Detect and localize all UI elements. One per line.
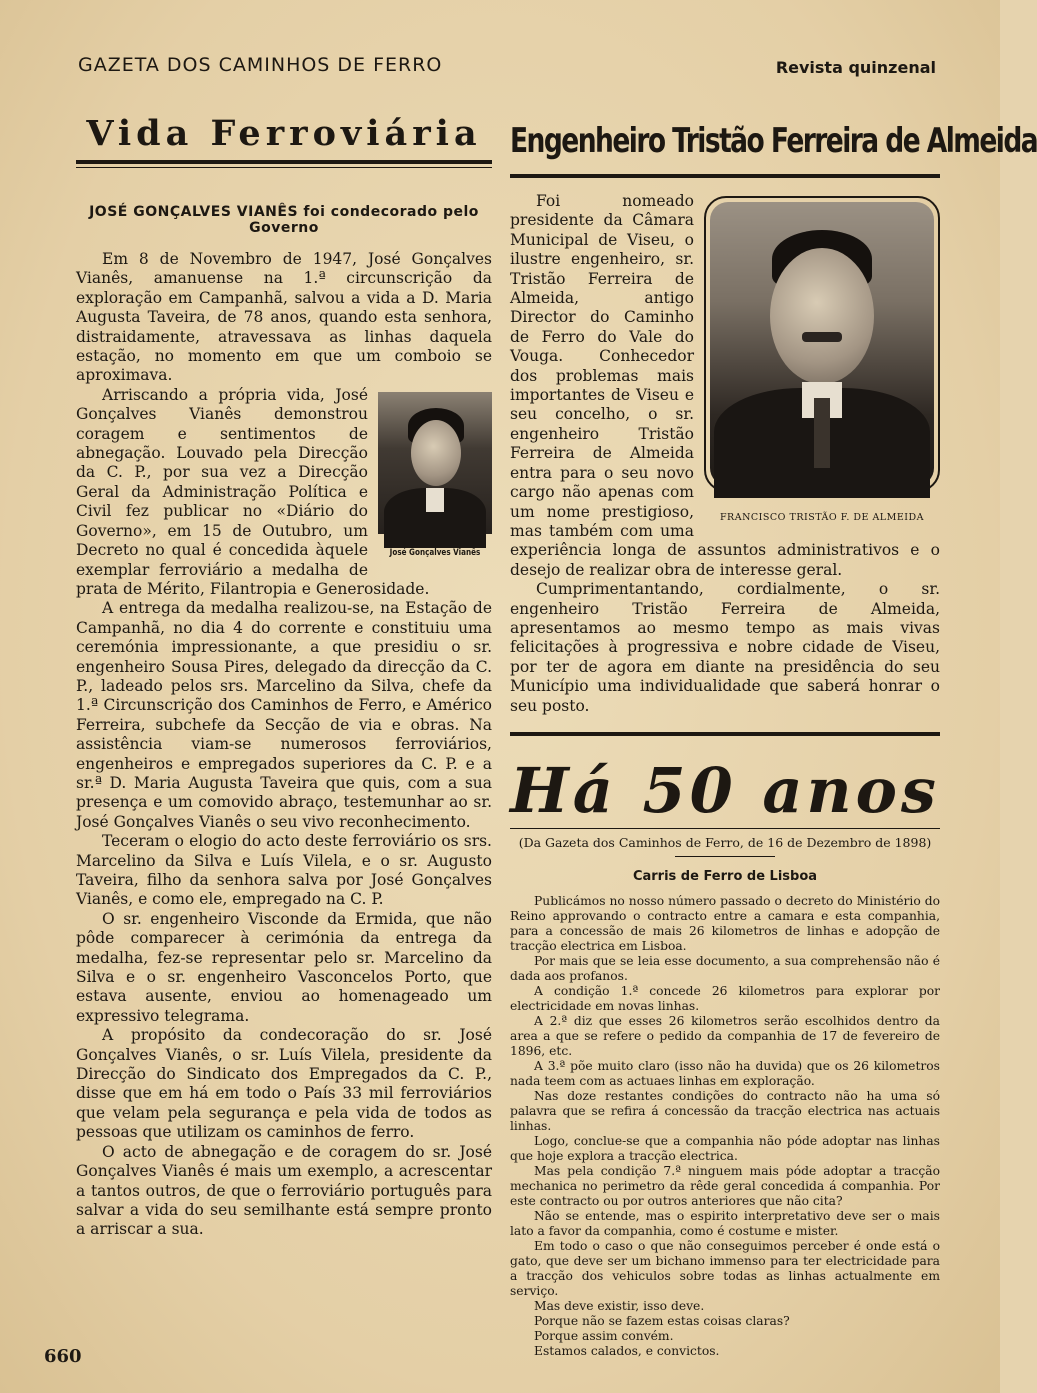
article-subhead: JOSÉ GONÇALVES VIANÊS foi condecorado pelo Governo (89, 204, 479, 236)
paragraph: Não se entende, mas o espirito interpretativo deve ser o mais lato a favor da companhia, como é costume e mister. (510, 1208, 940, 1238)
portrait-photo (378, 392, 492, 534)
running-head-subtitle: Revista quinzenal (775, 58, 936, 77)
ha-50-anos-title: Há 50 anos (510, 753, 940, 827)
portrait-frame (704, 196, 940, 492)
column-divider (503, 188, 504, 1318)
title-rule-thick (76, 160, 492, 164)
left-column (76, 112, 492, 1240)
paragraph: A 3.ª põe muito claro (isso não ha duvida) que os 26 kilometros nada teem com as actuaes linhas em exploração. (510, 1058, 940, 1088)
section-rule-thin (510, 828, 940, 829)
paragraph: Nas doze restantes condições do contracto não ha uma só palavra que se refira á concessão da tracção electrica nas actuais linhas. (510, 1088, 940, 1133)
paragraph: O acto de abnegação e de coragem do sr. José Gonçalves Vianês é mais um exemplo, a acrescentar a tantos outros, de que o ferroviário português para salvar a vida do seu semilhante está sempre pronto a arriscar a sua. (76, 1142, 492, 1239)
paragraph: Logo, conclue-se que a companhia não póde adoptar nas linhas que hoje explora a tracção electrica. (510, 1133, 940, 1163)
paragraph: Estamos calados, e convictos. (534, 1343, 720, 1358)
page-number: 660 (44, 1346, 82, 1367)
paragraph: Em todo o caso o que não conseguimos perceber é onde está o gato, que deve ser um bichano immenso para ter electricidade para a tracção dos vehiculos sobre todas as linhas actualmente em serviço. (510, 1238, 940, 1298)
article-body-almeida (510, 192, 940, 716)
paragraph: Por mais que se leia esse documento, a sua comprehensão não é dada aos profanos. (510, 953, 940, 983)
portrait-caption: FRANCISCO TRISTÃO F. DE ALMEIDA (719, 512, 925, 523)
paragraph: A entrega da medalha realizou-se, na Estação de Campanhã, no dia 4 do corrente e constituiu uma ceremónia impressionante, a que presidiu o sr. engenheiro Sousa Pires, delegado da direcção da C. P., ladeado pelos srs. Marcelino da Silva, chefe da 1.ª Circunscrição dos Caminhos de Ferro, e Américo Ferreira, subchefe da Secção de via e obras. Na assistência viam-se numerosos ferroviários, engenheiros e empregados superiores da C. P. e a sr.ª D. Maria Augusta Taveira que quis, com a sua presença e um comovido abraço, testemunhar ao sr. José Gonçalves Vianês o seu vivo reconhecimento. (76, 599, 492, 831)
article-title-almeida: Engenheiro Tristão Ferreira de Almeida (510, 121, 1037, 161)
paragraph: Cumprimentantando, cordialmente, o sr. engenheiro Tristão Ferreira de Almeida, apresentamos ao mesmo tempo as mais vivas felicitações à progressiva e nobre cidade de Viseu, por ter de agora em diante na presidência do seu Município uma individualidade que saberá honrar o seu posto. (510, 580, 940, 715)
paragraph: Mas pela condição 7.ª ninguem mais póde adoptar a tracção mechanica no perimetro da rêde geral concedida á companhia. Por este contracto ou por outros anteriores que não cita? (510, 1163, 940, 1208)
article-body (76, 250, 492, 1240)
title-rule-thin (76, 167, 492, 168)
section-rule (510, 732, 940, 736)
short-rule (675, 856, 775, 857)
right-column (510, 112, 1037, 1359)
subtitle-carris: Carris de Ferro de Lisboa (632, 868, 818, 884)
paragraph: Arriscando a própria vida, José Gonçalves Vianês demonstrou coragem e sentimentos de abnegação. Louvado pela Direcção da C. P., por sua vez a Direcção Geral da Administração Política e Civil fez publicar no «Diário do Governo», em 15 de Outubro, um Decreto no qual é concedida àquele exemplar ferroviário a medalha de prata de Mérito, Filantropia e Generosidade. (76, 385, 430, 598)
paragraph: A propósito da condecoração do sr. José Gonçalves Vianês, o sr. Luís Vilela, presidente da Direcção do Sindicato dos Empregados da C. P., disse que em há em todo o País 33 mil ferroviários que velam pela segurança e pela vida de todos as pessoas que utilizam os caminhos de ferro. (76, 1026, 492, 1142)
historical-article (510, 894, 940, 1359)
paragraph: Foi nomeado presidente da Câmara Municipal de Viseu, o ilustre engenheiro, sr. Tristão Ferreira de Almeida, antigo Director do Caminho de Ferro do Vale do Vouga. Conhecedor dos problemas mais importantes de Viseu e seu concelho, o sr. engenheiro Tristão Ferreira de Almeida entra para o seu novo cargo não apenas com um nome prestigioso, mas também com uma experiência longa de assuntos administrativos e o desejo de realizar obra de interesse geral. (510, 192, 940, 579)
paragraph: Mas deve existir, isso deve. (534, 1298, 705, 1313)
paragraph: O sr. engenheiro Visconde da Ermida, que não pôde comparecer à cerimónia da entrega da medalha, fez-se representar pelo sr. Marcelino da Silva e o sr. engenheiro Vasconcelos Porto, que estava ausente, enviou ao homenageado um expressivo telegrama. (76, 909, 492, 1025)
paragraph: Teceram o elogio do acto deste ferroviário os srs. Marcelino da Silva e Luís Vilela, e o sr. Augusto Taveira, filho da senhora salva por José Gonçalves Vianês, e como ele, empregado na C. P. (76, 832, 492, 909)
title-rule-thick (510, 174, 940, 178)
portrait-almeida (704, 196, 940, 527)
paragraph: Em 8 de Novembro de 1947, José Gonçalves Vianês, amanuense na 1.ª circunscrição da exploração em Campanhã, salvou a vida a D. Maria Augusta Taveira, de 78 anos, quando esta senhora, distraidamente, atravessava as linhas daquela estação, no momento em que um comboio se aproximava. (76, 250, 492, 385)
paragraph: Publicámos no nosso número passado o decreto do Ministério do Reino approvando o contracto entre a camara e esta companhia, para a concessão de mais 26 kilometros de linhas e adopção de tracção electrica em Lisboa. (510, 893, 940, 953)
portrait-caption: José Gonçalves Vianês (389, 547, 481, 558)
portrait-vianes (378, 392, 492, 563)
section-title: Vida Ferroviária (86, 113, 482, 154)
paragraph: A condição 1.ª concede 26 kilometros para explorar por electricidade em novas linhas. (510, 983, 940, 1013)
paragraph: Porque assim convém. (534, 1328, 674, 1343)
paragraph: A 2.ª diz que esses 26 kilometros serão escolhidos dentro da area a que se refere o pedido da companhia de 17 de fevereiro de 1896, etc. (510, 1013, 940, 1058)
running-head-title: GAZETA DOS CAMINHOS DE FERRO (78, 54, 443, 76)
portrait-photo (710, 202, 934, 486)
source-line: (Da Gazeta dos Caminhos de Ferro, de 16 de Dezembro de 1898) (518, 834, 932, 850)
paragraph: Porque não se fazem estas coisas claras? (534, 1313, 790, 1328)
